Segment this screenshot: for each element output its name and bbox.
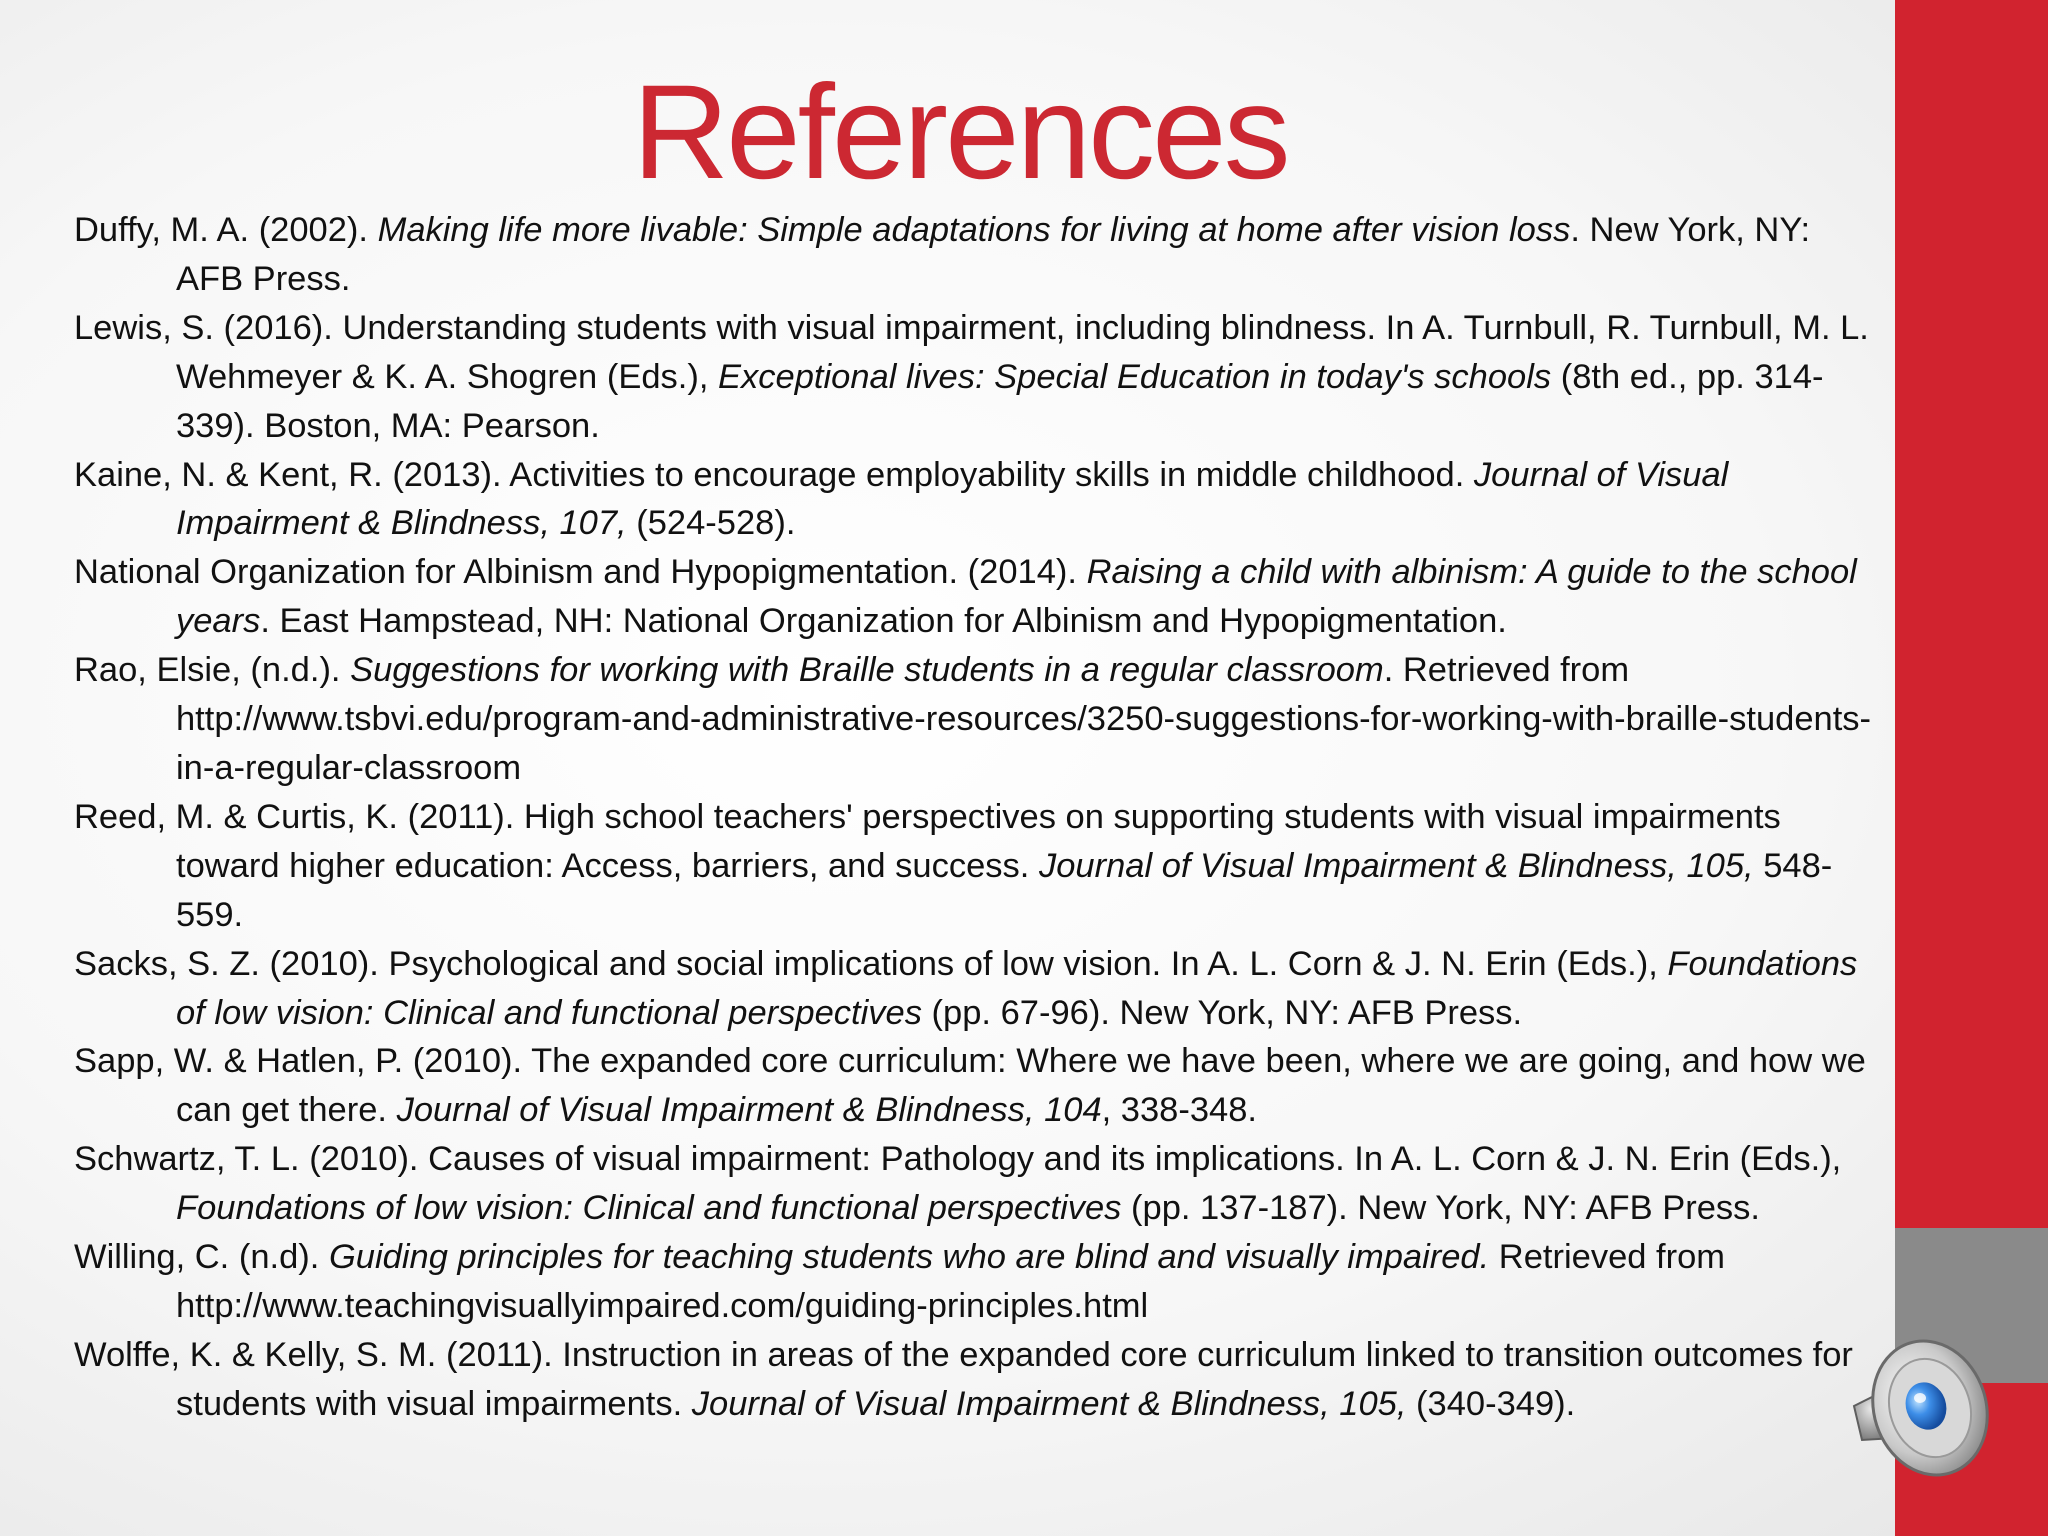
reference-italic-text: Journal of Visual Impairment & Blindness, 107, — [176, 455, 1729, 543]
reference-text: Reed, M. & Curtis, K. (2011). High school teachers' perspectives on supporting students with visual impairments toward higher education: Access, barriers, and success. — [74, 797, 1781, 885]
reference-text: . Retrieved from http://www.tsbvi.edu/program-and-administrative-resources/3250-suggestions-for-working-with-braille-students-in-a-regular-classroom — [176, 651, 1872, 787]
reference-item — [74, 1135, 1874, 1233]
reference-text: Sapp, W. & Hatlen, P. (2010). The expanded core curriculum: Where we have been, where we are going, and how we can get there. — [74, 1042, 1866, 1130]
reference-italic-text: Foundations of low vision: Clinical and functional perspectives — [176, 944, 1858, 1032]
reference-list — [74, 206, 1874, 1429]
reference-text: (524-528). — [626, 504, 796, 543]
reference-text: . New York, NY: AFB Press. — [176, 211, 1811, 298]
reference-italic-text: Guiding principles for teaching students who are blind and visually impaired. — [328, 1238, 1490, 1277]
reference-text: (pp. 67-96). New York, NY: AFB Press. — [921, 993, 1523, 1032]
reference-item — [74, 1037, 1874, 1135]
reference-text: Sacks, S. Z. (2010). Psychological and social implications of low vision. In A. L. Corn & J. N. Erin (Eds.), — [74, 944, 1668, 983]
reference-italic-text: Journal of Visual Impairment & Blindness, 105, — [691, 1384, 1407, 1423]
reference-italic-text: Suggestions for working with Braille students in a regular classroom — [350, 651, 1384, 690]
slide-title: References — [632, 58, 1288, 207]
reference-italic-text: Exceptional lives: Special Education in today's schools — [718, 357, 1552, 396]
reference-text: Retrieved from http://www.teachingvisuallyimpaired.com/guiding-principles.html — [176, 1238, 1726, 1325]
reference-text: Schwartz, T. L. (2010). Causes of visual impairment: Pathology and its implications. In A. L. Corn & J. N. Erin (Eds.), — [74, 1140, 1842, 1179]
reference-item — [74, 940, 1874, 1038]
speaker-icon[interactable] — [1832, 1318, 1992, 1478]
reference-item — [74, 793, 1874, 940]
reference-text: (8th ed., pp. 314-339). Boston, MA: Pearson. — [176, 357, 1824, 445]
reference-text: Kaine, N. & Kent, R. (2013). Activities to encourage employability skills in middle childhood. — [74, 455, 1474, 494]
reference-text: 548-559. — [176, 846, 1833, 934]
reference-text: Rao, Elsie, (n.d.). — [74, 651, 351, 690]
reference-italic-text: Foundations of low vision: Clinical and functional perspectives — [176, 1189, 1122, 1228]
reference-text: (340-349). — [1406, 1384, 1576, 1423]
reference-text: (pp. 137-187). New York, NY: AFB Press. — [1121, 1189, 1760, 1228]
reference-item — [74, 646, 1874, 793]
reference-text: Lewis, S. (2016). Understanding students with visual impairment, including blindness. In A. Turnbull, R. Turnbull, M. L. Wehmeyer & K. A. Shogren (Eds.), — [74, 308, 1869, 396]
reference-italic-text: Making life more livable: Simple adaptations for living at home after vision loss — [377, 211, 1571, 249]
reference-italic-text: Raising a child with albinism: A guide to the school years — [176, 553, 1857, 641]
reference-text: Duffy, M. A. (2002). — [74, 211, 378, 249]
reference-text: . East Hampstead, NH: National Organization for Albinism and Hypopigmentation. — [260, 602, 1507, 641]
reference-item — [74, 304, 1874, 451]
reference-item — [74, 206, 1874, 304]
reference-text: Willing, C. (n.d). — [74, 1238, 329, 1277]
reference-text: Wolffe, K. & Kelly, S. M. (2011). Instruction in areas of the expanded core curriculum linked to transition outcomes for students with visual impairments. — [74, 1335, 1853, 1423]
reference-item — [74, 1233, 1874, 1331]
reference-italic-text: Journal of Visual Impairment & Blindness, 105, — [1038, 846, 1754, 885]
reference-italic-text: Journal of Visual Impairment & Blindness, 104 — [396, 1091, 1102, 1130]
reference-item — [74, 451, 1874, 549]
reference-item — [74, 1331, 1874, 1429]
reference-text: National Organization for Albinism and Hypopigmentation. (2014). — [74, 553, 1087, 592]
reference-item — [74, 548, 1874, 646]
reference-text: , 338-348. — [1101, 1091, 1258, 1130]
